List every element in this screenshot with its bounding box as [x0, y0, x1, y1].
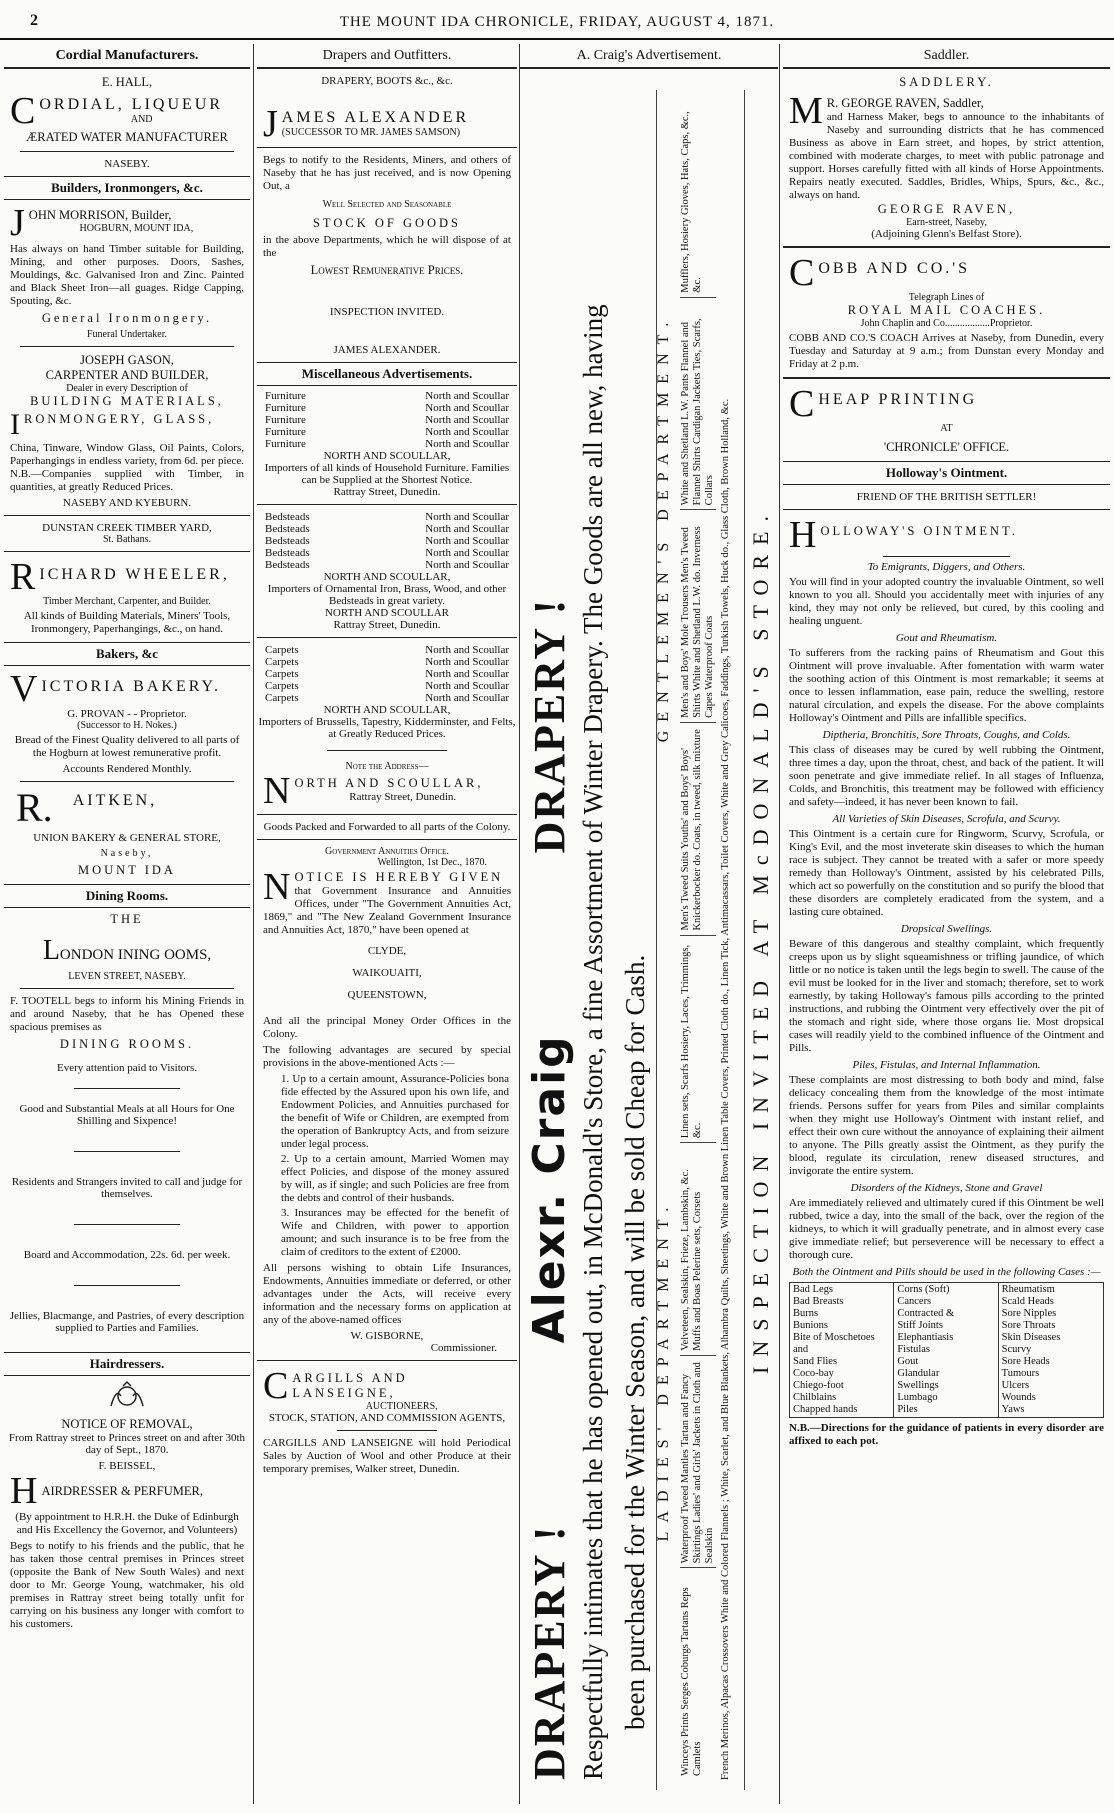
- gason-text: China, Tinware, Window Glass, Oil Paints, Colors, Paperhangings in endless variety, from 6d. per piece. N.B.—Companies supplied with Timber, in quantities, at greatly Reduced Prices.: [10, 442, 244, 493]
- drop-cap-m: M: [789, 92, 823, 132]
- craig-display-line: DRAPERY ! Alexr. Craig DRAPERY !: [524, 597, 575, 1780]
- gout-heading: Gout and Rheumatism.: [895, 632, 998, 644]
- case-item: Tumours: [1001, 1368, 1040, 1379]
- alexander-successor: (SUCCESSOR TO MR. JAMES SAMSON): [281, 127, 461, 138]
- drop-cap-c: C: [789, 254, 815, 290]
- north-and-scoullar: North and Scoullar: [425, 438, 509, 450]
- gason-trade: CARPENTER AND BUILDER,: [45, 368, 209, 382]
- section-heading-drapers: Drapers and Outfitters.: [257, 44, 517, 69]
- column-4: [783, 44, 1110, 1804]
- st-bathans: St. Bathans.: [102, 534, 152, 545]
- north-and-scoullar: North and Scoullar: [425, 644, 509, 656]
- furniture-row: [265, 390, 509, 402]
- case-item: Chiego-foot: [793, 1380, 844, 1391]
- drop-cap-c: C: [263, 1367, 289, 1407]
- provan-sub: (Successor to H. Nokes.): [77, 720, 177, 731]
- accounts-monthly: Accounts Rendered Monthly.: [62, 763, 192, 775]
- craig-bottom-line: French Merinos, Alpacas Crossovers White and Colored Flannels ; White, Scarlet, and Blue Blankets, Alhambra Quilts, Sheetings, White and Brown Linen Table Covers, Printed Cloth do., Linen Tick, Antimacassars, Toilet Covers, White and Grey Calicoes, Faddings, Turkish Towels, Huck do., Glass Cloth, Brown Holland, &c.: [720, 398, 731, 1780]
- rattray-street: Rattray Street, Dunedin.: [349, 791, 457, 803]
- gents-items-4: Mufflers, Hosiery Gloves, Hats, Caps, &c., &c.: [680, 111, 703, 293]
- bedsteads-item: Bedsteads: [265, 523, 310, 535]
- every-attention: Every attention paid to Visitors.: [57, 1062, 197, 1074]
- bedsteads-item: Bedsteads: [265, 559, 310, 571]
- dining-the: THE: [110, 912, 144, 926]
- printing-at: AT: [940, 423, 953, 434]
- drop-cap-h: H: [10, 1472, 38, 1508]
- carpets-row: [265, 692, 509, 704]
- case-item: Corns (Soft): [897, 1284, 950, 1295]
- gents-items-2: Men's and Boys' Mole Trousers Men's Tweed Shirts White and Shetland L.W. do. Inverness Capes Waterproof Coats: [680, 509, 716, 722]
- carpets-row: [265, 668, 509, 680]
- aitken-mount-ida: MOUNT IDA: [78, 863, 176, 877]
- cheap-printing: HEAP PRINTING: [818, 391, 978, 408]
- case-item: Fistulas: [897, 1344, 931, 1355]
- carpets-row: [265, 680, 509, 692]
- bedsteads-list: [257, 511, 517, 571]
- furniture-row: [265, 402, 509, 414]
- dunstan-yard: DUNSTAN CREEK TIMBER YARD,: [42, 522, 212, 534]
- cobb-name: OBB AND CO.'S: [818, 260, 971, 277]
- case-item: Cancers: [897, 1296, 932, 1307]
- morrison-name: OHN MORRISON, Builder,: [28, 208, 172, 222]
- appointment-text: (By appointment to H.R.H. the Duke of Edinburgh and His Excellency the Governor, and Volunteers): [15, 1511, 239, 1536]
- notice-removal: NOTICE OF REMOVAL,: [61, 1417, 193, 1431]
- lowest-prices: Lowest Remunerative Prices.: [310, 263, 464, 277]
- north-and-scoullar: North and Scoullar: [425, 535, 509, 547]
- section-heading-saddler: Saddler.: [783, 44, 1110, 69]
- case-item: Bad Breasts: [793, 1296, 844, 1307]
- advantage-item-2: 2. Up to a certain amount, Married Women may effect Policies, and dispose of the money assured by will, as if single; and such Policies are free from the debts and control of their husbands.: [281, 1153, 509, 1204]
- ns-caps: NORTH AND SCOULLAR,: [323, 450, 451, 462]
- hairdresser-title: AIRDRESSER & PERFUMER,: [41, 1484, 203, 1498]
- furniture-row: [265, 426, 509, 438]
- case-item: Sore Heads: [1001, 1356, 1050, 1367]
- drop-cap-n: N: [263, 772, 291, 808]
- case-item: Wounds: [1001, 1392, 1036, 1403]
- case-item: Ulcers: [1001, 1380, 1030, 1391]
- case-item: Swellings: [897, 1380, 939, 1391]
- departments-text: in the above Departments, which he will dispose of at the: [263, 234, 511, 259]
- union-bakery: UNION BAKERY & GENERAL STORE,: [33, 832, 221, 844]
- furniture-item: Furniture: [265, 426, 306, 438]
- general-ironmongery: General Ironmongery.: [41, 311, 213, 325]
- diptheria-text: This class of diseases may be cured by well rubbing the Ointment, three times a day, upon the throat, chest, and back of the patient. It will soon penetrate and give immediate relief. In all stages of Influenza, Colds, and Bronchitis, this treatment may be followed with efficiency and safety—indeed, it has never been known to fail.: [789, 744, 1104, 808]
- case-item: Sand Flies: [793, 1356, 838, 1367]
- cordial-line2: ÆRATED WATER MANUFACTURER: [26, 130, 228, 144]
- ladies-items-2: Waterproof Tweed Mantles Tartan and Fancy Skirtings Ladies' and Girls' Jackets in Cloth and Sealskin: [680, 1355, 716, 1568]
- raven-signature: GEORGE RAVEN,: [877, 202, 1016, 216]
- both-heading: Both the Ointment and Pills should be used in the following Cases :—: [792, 1266, 1101, 1278]
- craig-inspection: INSPECTION INVITED AT McDONALD'S STORE.: [748, 506, 773, 1374]
- gentlemens-department: GENTLEMEN'S DEPARTMENT.: [655, 313, 672, 743]
- rattray-street: Rattray Street, Dunedin.: [333, 486, 441, 498]
- furniture-item: Furniture: [265, 390, 306, 402]
- column-2: [257, 44, 517, 1804]
- beissel-name: F. BEISSEL,: [98, 1460, 156, 1472]
- drop-cap-r: R: [10, 558, 36, 594]
- furniture-text: Importers of all kinds of Household Furniture. Families can be Supplied at the Shortest Notice.: [264, 462, 510, 486]
- carpets-item: Carpets: [265, 656, 299, 668]
- wheeler-trade: Timber Merchant, Carpenter, and Builder.: [43, 596, 211, 607]
- victoria-bakery: ICTORIA BAKERY.: [41, 678, 221, 695]
- residents-text: Residents and Strangers invited to call and judge for themselves.: [11, 1176, 243, 1200]
- drop-cap-c: C: [789, 385, 815, 421]
- drop-cap-v: V: [10, 670, 38, 706]
- persons-text: All persons wishing to obtain Life Insurances, Endowments, Annuities immediate or deferred, or other advantages under the Acts, will receive every information and the necessary forms on application at any of the above-named offices: [263, 1262, 511, 1326]
- dropsical-text: Beware of this dangerous and stealthy complaint, which frequently creeps upon us by slight squeamishness or trifling jaundice, of which little or no notice is taken until the legs begin to swell. The cause of the evil must be looked for in the liver and stomach; therefore, set to work earnestly, by taking Holloway's famous pills according to the printed instructions, and rubbing the Ointment very effectively over the pit of the stomach and right side, where those organs lie. Most dropsical cases will readily yield to the combined influence of the Ointment and Pills.: [789, 938, 1104, 1054]
- friend-settler: FRIEND OF THE BRITISH SETTLER!: [856, 491, 1037, 503]
- section-heading-hairdressers: Hairdressers.: [4, 1352, 250, 1376]
- ladies-items-3: Velveteen, Sealskin, Frieze, Lambskin, &c. Muffs and Boas Pelerine sets, Corsets: [680, 1142, 716, 1355]
- section-heading-misc: Miscellaneous Advertisements.: [257, 362, 517, 386]
- advantage-item-3: 3. Insurances may be effected for the benefit of Wife and Children, with power to apportion amount; and such insurance is to be free from the claim of creditors to the extent of £2000.: [281, 1207, 509, 1258]
- case-item: Contracted &: [897, 1308, 955, 1319]
- case-item: Burns: [793, 1308, 819, 1319]
- alexander-text: Begs to notify to the Residents, Miners, and others of Naseby that he has just received, and is now Opening Out, a: [263, 154, 511, 192]
- north-and-scoullar: North and Scoullar: [425, 692, 509, 704]
- case-item: Chapped hands: [793, 1404, 858, 1415]
- london-dining-rooms: LONDON INING OOMS,: [42, 935, 212, 966]
- case-item: Bite of Moschetoes and: [793, 1332, 875, 1355]
- bedsteads-item: Bedsteads: [265, 511, 310, 523]
- stock-station: STOCK, STATION, AND COMMISSION AGENTS,: [268, 1412, 506, 1424]
- drop-cap-i: I: [10, 409, 20, 439]
- carpets-list: [257, 644, 517, 704]
- bedsteads-row: [265, 547, 509, 559]
- furniture-item: Furniture: [265, 402, 306, 414]
- column-rule: [779, 44, 780, 1804]
- ns-caps2: NORTH AND SCOULLAR: [324, 607, 449, 619]
- cases-table: [789, 1282, 1104, 1418]
- cobb-text: COBB AND CO.'S COACH Arrives at Naseby, from Dunedin, every Tuesday and Saturday at 9 a.m.; from Dunstan every Monday and Friday at 2 p.m.: [789, 332, 1104, 370]
- provan: G. PROVAN - - Proprietor.: [67, 708, 187, 720]
- saddlery: SADDLERY.: [899, 75, 994, 89]
- emigrants-text: You will find in your adopted country the invaluable Ointment, so well known to you all. Should you accidentally meet with injuries of any kind, they may not only be relieved, but cured, by this cooling and healing unguent.: [789, 576, 1104, 627]
- wheeler-text: All kinds of Building Materials, Miners' Tools, Ironmongery, Paperhangings, &c., on hand.: [23, 610, 231, 635]
- furniture-list: [257, 390, 517, 450]
- commissioner: Commissioner.: [430, 1342, 497, 1354]
- case-item: Rheumatism: [1001, 1284, 1055, 1295]
- bedsteads-item: Bedsteads: [265, 547, 310, 559]
- north-and-scoullar: North and Scoullar: [425, 668, 509, 680]
- bedsteads-text: Importers of Ornamental Iron, Brass, Wood, and other Bedsteads in great variety.: [267, 583, 507, 607]
- skin-heading: All Varieties of Skin Diseases, Scrofula, and Scurvy.: [832, 813, 1061, 825]
- diptheria-heading: Diptheria, Bronchitis, Sore Throats, Coughs, and Colds.: [822, 729, 1071, 741]
- drop-cap-c: C: [10, 92, 36, 128]
- tootell-text: F. TOOTELL begs to inform his Mining Friends in and around Naseby, that he has Opened these spacious premises as: [10, 995, 244, 1033]
- cordial-place: NASEBY.: [104, 158, 150, 170]
- aitken-name: AITKEN,: [72, 792, 158, 809]
- chaplin-line: John Chaplin and Co..................Proprietor.: [860, 318, 1033, 329]
- gents-items-1: Men's Tweed Suits Youths' and Boys' Boys' Knickerbocker do. Coats, in tweed, silk mixture: [680, 722, 716, 935]
- piles-text: These complaints are most distressing to both body and mind, false delicacy concealing them from the knowledge of the most intimate friends. Persons suffer for years from Piles and similar complaints when they might use Holloway's Ointment with instant relief, and effect their own cure without the annoyance of explaining their ailment to anyone. The Pills greatly assist the Ointment, as they purify the blood, regulate its circulation, renew diseased structures, and invigorate the entire system.: [789, 1074, 1104, 1177]
- north-and-scoullar: North and Scoullar: [425, 547, 509, 559]
- meals-text: Good and Substantial Meals at all Hours for One Shilling and Sixpence!: [19, 1103, 235, 1127]
- case-item: Coco-bay: [793, 1368, 834, 1379]
- column-rule: [253, 44, 254, 1804]
- royal-arms-icon: [4, 1380, 250, 1417]
- section-heading-cordial: Cordial Manufacturers.: [4, 44, 250, 69]
- ns-address: ORTH AND SCOULLAR,: [294, 776, 484, 790]
- gason-dealer: Dealer in every Description of: [66, 383, 188, 394]
- chronicle-office: 'CHRONICLE' OFFICE.: [883, 440, 1010, 454]
- funeral-undertaker: Funeral Undertaker.: [87, 329, 167, 340]
- furniture-item: Furniture: [265, 414, 306, 426]
- carpets-text: Importers of Brussells, Tapestry, Kidderminster, and Felts, at Greatly Reduced Prices.: [258, 716, 516, 740]
- north-and-scoullar: North and Scoullar: [425, 559, 509, 571]
- north-and-scoullar: North and Scoullar: [425, 680, 509, 692]
- furniture-row: [265, 438, 509, 450]
- raven-name: R. GEORGE RAVEN, Saddler,: [826, 96, 984, 110]
- craig-header-wrap: [520, 44, 778, 69]
- carpets-item: Carpets: [265, 680, 299, 692]
- inspection-invited: INSPECTION INVITED.: [329, 306, 445, 318]
- cordial-line1: ORDIAL, LIQUEUR: [39, 96, 224, 113]
- carpets-item: Carpets: [265, 644, 299, 656]
- north-and-scoullar: North and Scoullar: [425, 414, 509, 426]
- case-item: Scald Heads: [1001, 1296, 1054, 1307]
- gout-text: To sufferers from the racking pains of Rheumatism and Gout this Ointment will prove invaluable. After fomentation with warm water the soothing action of this Ointment is most remarkable; it seems at once to lessen inflammation, ease pain, reduce the swelling, restore natural circulation, and expels the disease. For the above complaints Holloway's Ointment and Pills are infallible specifics.: [789, 647, 1104, 724]
- aitken-naseby: Naseby,: [100, 848, 154, 859]
- building-materials: BUILDING MATERIALS,: [30, 394, 224, 408]
- column-1: [4, 44, 250, 1804]
- gents-items-3: White and Shetland L.W. Pants Flannel and Flannel Shirts Cardigan Jackets Ties, Scarfs, Collars: [680, 297, 716, 510]
- skin-text: This Ointment is a certain cure for Ringworm, Scurvy, Scrofula, or King's Evil, and the most inveterate skin diseases to which the human race is subject. They cannot be treated with a safer or more speedy remedy than Holloway's Ointment, assisted by his celebrated Pills, which act so powerfully on the constitution and so purify the blood that these disorders are completely eradicated from the system, and a lasting cure obtained.: [789, 828, 1104, 918]
- rattray-street: Rattray Street, Dunedin.: [333, 619, 441, 631]
- cases-column-3: [999, 1283, 1103, 1417]
- section-heading-builders: Builders, Ironmongers, &c.: [4, 176, 250, 200]
- board-text: Board and Accommodation, 22s. 6d. per week.: [23, 1249, 231, 1261]
- hall-name: E. HALL,: [101, 75, 153, 89]
- note-address: Note the Address—: [345, 761, 429, 772]
- money-order-text: And all the principal Money Order Offices in the Colony.: [263, 1015, 511, 1040]
- section-heading-dining: Dining Rooms.: [4, 884, 250, 908]
- section-heading-holloway: Holloway's Ointment.: [783, 461, 1110, 485]
- jellies-text: Jellies, Blacmange, and Pastries, of every description supplied to Parties and Families.: [9, 1310, 245, 1334]
- dining-rooms-heading: DINING ROOMS.: [59, 1037, 195, 1051]
- case-item: Lumbago: [897, 1392, 938, 1403]
- beissel-text: Begs to notify to his friends and the public, that he has taken those central premises in Princes street (opposite the Bank of New South Wales) and next door to Mr. George Young, watchmaker, his old premises in Rattray street being totally unfit for carrying on his business any longer with comfort to his customers.: [10, 1540, 244, 1630]
- cargills-name: ARGILLS AND LANSEIGNE,: [292, 1371, 408, 1400]
- case-item: Bad Legs: [793, 1284, 833, 1295]
- craig-advertisement: [520, 70, 778, 1804]
- masthead-title: THE MOUNT IDA CHRONICLE, FRIDAY, AUGUST 4, 1871.: [339, 14, 775, 30]
- carpets-row: [265, 656, 509, 668]
- gisborne-name: W. GISBORNE,: [350, 1330, 424, 1342]
- morrison-text: Has always on hand Timber suitable for Building, Mining, and other purposes. Doors, Sashes, Mouldings, &c. Galvanised Iron and Zinc. Painted and Black Sheet Iron—all guages. Ridge Capping, Spouting, &c.: [10, 243, 244, 307]
- office-queenstown: QUEENSTOWN,: [347, 989, 427, 1001]
- bread-text: Bread of the Finest Quality delivered to all parts of the Hogburn at lowest remunerative profit.: [14, 734, 240, 759]
- stock-of-goods: STOCK OF GOODS: [312, 216, 462, 230]
- north-and-scoullar: North and Scoullar: [425, 402, 509, 414]
- holloway-ointment: OLLOWAY'S OINTMENT.: [820, 524, 1018, 538]
- emigrants-heading: To Emigrants, Diggers, and Others.: [867, 561, 1026, 573]
- office-waikouaiti: WAIKOUAITI,: [352, 967, 422, 979]
- carpets-item: Carpets: [265, 692, 299, 704]
- earn-street: Earn-street, Naseby,: [906, 217, 987, 228]
- case-item: Gout: [897, 1356, 919, 1367]
- nb-directions: N.B.—Directions for the guidance of patients in every disorder are affixed to each pot.: [789, 1422, 1104, 1447]
- drop-cap-h: H: [789, 516, 817, 552]
- bedsteads-row: [265, 535, 509, 547]
- carpets-row: [265, 644, 509, 656]
- ladies-items-1: Winceys Prints Serges Coburgs Tartans Reps Camlets: [680, 1567, 716, 1780]
- kidneys-text: Are immediately relieved and ultimately cured if this Ointment be well rubbed, twice a day, into the small of the back, over the region of the kidneys, to which it will gradually penetrate, and in almost every case give immediate relief; but perseverence will be necessary to effect a thorough cure.: [789, 1197, 1104, 1261]
- case-item: Skin Diseases: [1001, 1332, 1061, 1343]
- case-item: Elephantiasis: [897, 1332, 954, 1343]
- furniture-row: [265, 414, 509, 426]
- page-number: 2: [30, 12, 38, 29]
- kidneys-heading: Disorders of the Kidneys, Stone and Gravel: [850, 1182, 1043, 1194]
- office-clyde: CLYDE,: [367, 945, 407, 957]
- auctioneers: AUCTIONEERS,: [365, 1401, 438, 1412]
- case-item: Chilblains: [793, 1392, 837, 1403]
- dropsical-heading: Dropsical Swellings.: [900, 923, 993, 935]
- case-item: Stiff Joints: [897, 1320, 943, 1331]
- case-item: Scurvy: [1001, 1344, 1032, 1355]
- annuities-office: Government Annuities Office.: [325, 846, 449, 857]
- alexander-signature: JAMES ALEXANDER.: [333, 344, 441, 356]
- case-item: Sore Nipples: [1001, 1308, 1057, 1319]
- well-selected: Well Selected and Seasonable: [322, 199, 452, 210]
- alexander-name: AMES ALEXANDER: [281, 109, 470, 126]
- bedsteads-item: Bedsteads: [265, 535, 310, 547]
- advantages-text: The following advantages are secured by special provisions in the above-mentioned Acts :—: [263, 1044, 511, 1069]
- case-item: Yaws: [1001, 1404, 1025, 1415]
- gason-name: JOSEPH GASON,: [80, 353, 174, 367]
- goods-packed: Goods Packed and Forwarded to all parts of the Colony.: [263, 821, 511, 833]
- piles-heading: Piles, Fistulas, and Internal Inflammation.: [852, 1059, 1041, 1071]
- wheeler-name: ICHARD WHEELER,: [39, 566, 230, 583]
- north-and-scoullar: North and Scoullar: [425, 523, 509, 535]
- ironmongery-glass: RONMONGERY, GLASS,: [24, 412, 215, 426]
- cordial-and: AND: [130, 114, 153, 125]
- naseby-kyeburn: NASEBY AND KYEBURN.: [62, 497, 192, 509]
- raven-text: and Harness Maker, begs to announce to the inhabitants of Naseby and surrounding districts that he has commenced Business as above in Earn street, and hopes, by strict attention, combined with moderate charges, to meet with public patronage and support. Horses carefully fitted with all kinds of Horse Appointments. Repairs neatly executed. Saddles, Bridles, Whips, Spurs, &c., &c., always on hand.: [789, 111, 1104, 201]
- morrison-address: HOGBURN, MOUNT IDA,: [79, 223, 194, 234]
- cargills-text: CARGILLS AND LANSEIGNE will hold Periodical Sales by Auction of Wool and other Produce at their temporary premises, Walker street, Dunedin.: [263, 1437, 511, 1475]
- advantage-item-1: 1. Up to a certain amount, Assurance-Policies bona fide effected by the Assured upon his own life, and Endowment Policies, and Annuities purchased for the benefit of Wife or Children, are exempted from the operation of Bankruptcy Acts, and from seizure under legal process.: [281, 1073, 509, 1150]
- bedsteads-row: [265, 523, 509, 535]
- masthead: [0, 0, 1114, 40]
- carpets-item: Carpets: [265, 668, 299, 680]
- glenn-store: (Adjoining Glenn's Belfast Store).: [871, 228, 1022, 240]
- bedsteads-row: [265, 559, 509, 571]
- craig-departments: [655, 100, 750, 1780]
- notice-heading: OTICE IS HEREBY GIVEN: [294, 870, 504, 884]
- craig-line-b: been purchased for the Winter Season, and will be sold Cheap for Cash.: [620, 954, 650, 1730]
- drop-cap-j: J: [10, 204, 25, 240]
- furniture-item: Furniture: [265, 438, 306, 450]
- north-and-scoullar: North and Scoullar: [425, 656, 509, 668]
- cases-column-1: [790, 1283, 894, 1417]
- wellington-date: Wellington, 1st Dec., 1870.: [377, 857, 487, 868]
- section-heading-craig: A. Craig's Advertisement.: [520, 44, 778, 69]
- drop-cap-n: N: [263, 868, 291, 908]
- case-item: Sore Throats: [1001, 1320, 1056, 1331]
- leven-street: LEVEN STREET, NASEBY.: [68, 971, 186, 982]
- ns-caps: NORTH AND SCOULLAR,: [323, 704, 451, 716]
- bedsteads-row: [265, 511, 509, 523]
- royal-mail: ROYAL MAIL COACHES.: [847, 303, 1046, 317]
- ns-caps: NORTH AND SCOULLAR,: [323, 571, 451, 583]
- north-and-scoullar: North and Scoullar: [425, 426, 509, 438]
- cases-column-2: [894, 1283, 998, 1417]
- telegraph-lines: Telegraph Lines of: [908, 292, 985, 303]
- case-item: Piles: [897, 1404, 918, 1415]
- ladies-department: LADIES' DEPARTMENT.: [655, 1198, 672, 1542]
- notice-text: that Government Insurance and Annuities Offices, under "The Government Annuities Act, 1869," and "The New Zealand Government Insurance and Annuities Act, 1870," have been opened at: [263, 885, 511, 936]
- north-and-scoullar: North and Scoullar: [425, 390, 509, 402]
- craig-line-a: Respectfully intimates that he has opened out, in McDonald's Store, a fine Assortment of Winter Drapery. The Goods are all new, having: [578, 304, 608, 1780]
- drop-cap-j: J: [263, 105, 278, 141]
- drapery-boots: DRAPERY, BOOTS &c., &c.: [321, 75, 453, 87]
- aitken-initial: R.: [16, 788, 53, 828]
- north-and-scoullar: North and Scoullar: [425, 511, 509, 523]
- case-item: Bunions: [793, 1320, 829, 1331]
- case-item: Glandular: [897, 1368, 940, 1379]
- ladies-items-4: Linen sets, Scarfs Hosiery, Laces, Trimmings, &c.: [680, 935, 716, 1143]
- section-heading-bakers: Bakers, &c: [4, 642, 250, 666]
- removal-text: From Rattray street to Princes street on and after 30th day of Sept., 1870.: [8, 1432, 246, 1456]
